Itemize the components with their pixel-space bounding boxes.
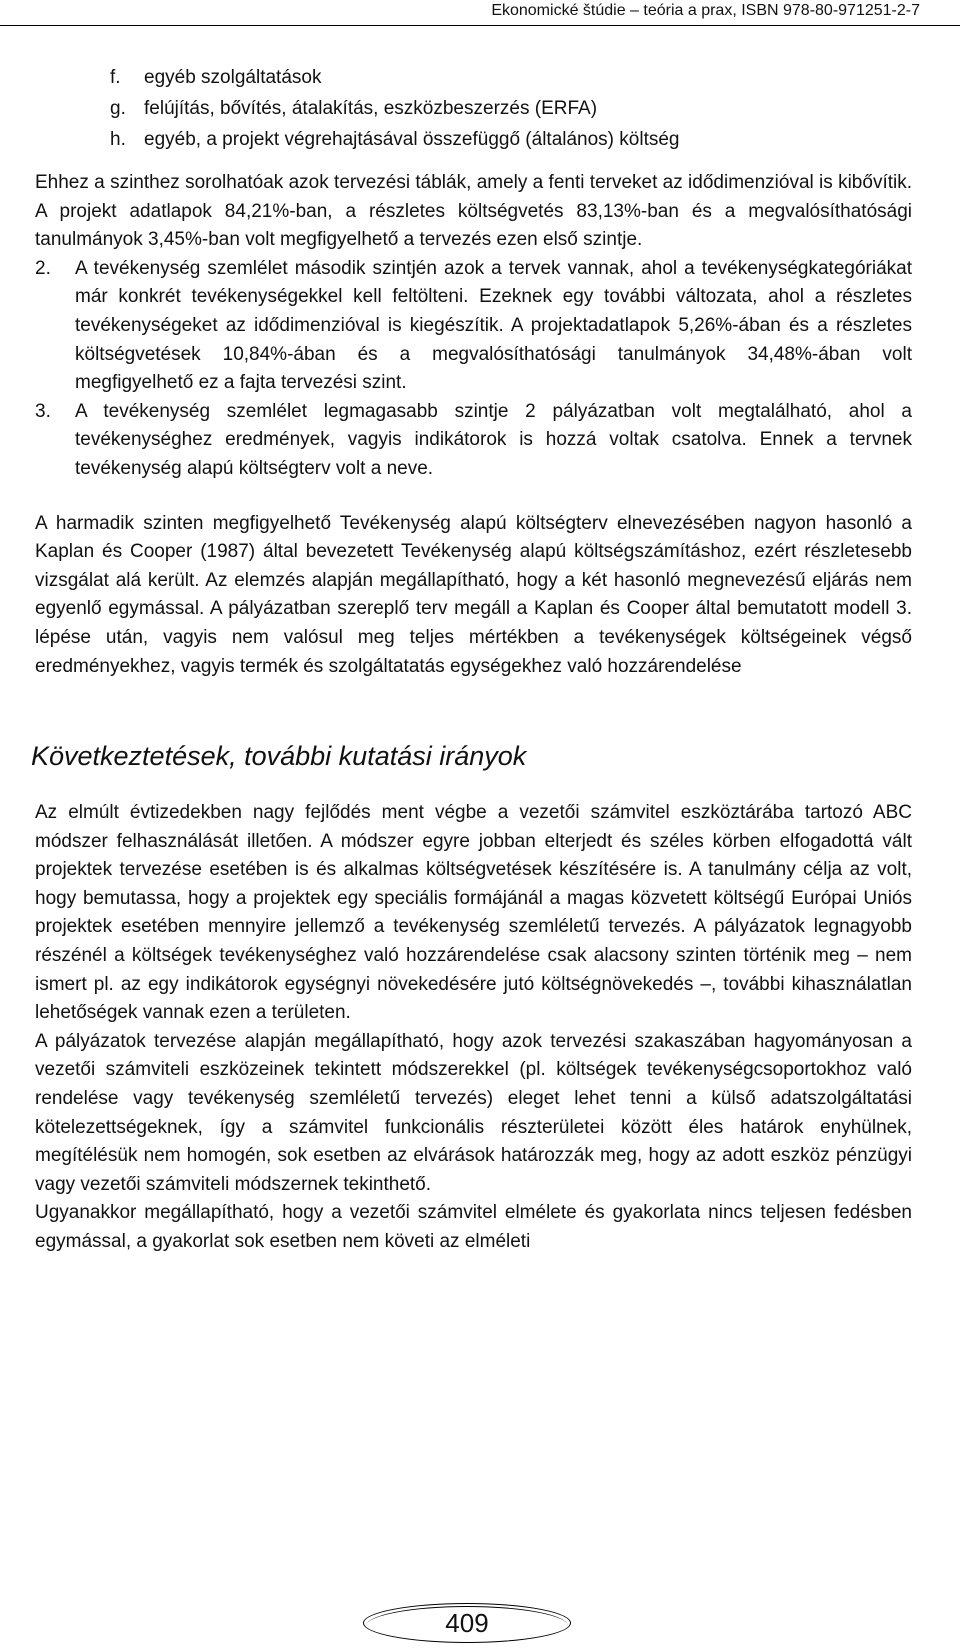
list-marker: h. (110, 129, 126, 150)
header-text: Ekonomické štúdie – teória a prax, ISBN 978-80-971251-2-7 (491, 2, 920, 19)
conclusion-paragraph: A pályázatok tervezése alapján megállapítható, hogy azok tervezési szakaszában hagyományosan a vezetői számviteli eszközeinek tekintett módszerekkel (pl. költségek tevékenységcsoportokhoz való rendelése vagy tevékenység szemléletű tervezés) eleget lehet tenni a külső adatszolgáltatási kötelezettségeknek, így a számvitel funkcionális részterületei között éles határok enyhülnek, megítélésük nem homogén, sok esetben az elvárások határozzák meg, hogy az adott eszköz pénzügyi vagy vezetői számviteli módszernek tekinthető. (35, 1030, 912, 1195)
list-marker: f. (110, 67, 121, 88)
body-paragraph: A harmadik szinten megfigyelhető Tevékenység alapú költségterv elnevezésében nagyon hasonló a Kaplan és Cooper (1987) által bevezetett Tevékenység alapú költségszámításhoz, ezért részletesebb vizsgálat alá került. Az elemzés alapján megállapítható, hogy a két hasonló megnevezésű eljárás nem egyenlő egymással. A pályázatban szereplő terv megáll a Kaplan és Cooper által bemutatott modell 3. lépése után, vagyis nem valósul meg teljes mértékben a tevékenységek költségeinek végső eredményekhez, vagyis termék és szolgáltatatás egységekhez való hozzárendelése (35, 512, 912, 677)
list-text: felújítás, bővítés, átalakítás, eszközbeszerzés (ERFA) (144, 98, 598, 119)
page-body (31, 62, 912, 1257)
numbered-text: A tevékenység szemlélet második szintjén azok a tervek vannak, ahol a tevékenységkategóriákat már konkrét tevékenységekkel kell feltölteni. Ezeknek egy további változata, ahol a részletes tevékenységeket az idődimenzióval is kiegészítik. A projektadatlapok 5,26%-ában és a részletes költségvetések 10,84%-ában és a megvalósíthatósági tanulmányok 34,48%-ában volt megfigyelhető ez a fajta tervezési szint. (75, 257, 912, 394)
conclusion-paragraph: Ugyanakkor megállapítható, hogy a vezetői számvitel elmélete és gyakorlata nincs teljesen fedésben egymással, a gyakorlat sok esetben nem követi az elméleti (35, 1202, 912, 1252)
alpha-list (35, 62, 912, 155)
list-text: egyéb szolgáltatások (144, 67, 322, 88)
page-number-badge (363, 1603, 571, 1643)
list-item (110, 93, 912, 124)
list-item (110, 124, 912, 155)
page-number: 409 (445, 1608, 489, 1638)
intro-paragraph: Ehhez a szinthez sorolhatóak azok tervezési táblák, amely a fenti terveket az idődimenzióval is kibővítik. A projekt adatlapok 84,21%-ban, a részletes költségvetés 83,13%-ban és a megvalósíthatósági tanulmányok 3,45%-ban volt megfigyelhető a tervezés ezen első szintje. (35, 172, 912, 251)
numbered-text: A tevékenység szemlélet legmagasabb szintje 2 pályázatban volt megtalálható, ahol a tevékenységhez eredmények, vagyis indikátorok is hozzá voltak csatolva. Ennek a tervnek tevékenység alapú költségterv volt a neve. (75, 400, 912, 479)
list-text: egyéb, a projekt végrehajtásával összefüggő (általános) költség (144, 129, 680, 150)
list-item (110, 62, 912, 93)
list-marker: g. (110, 98, 126, 119)
numbered-item (35, 398, 912, 484)
numbered-marker: 2. (35, 257, 51, 279)
conclusion-paragraph: Az elmúlt évtizedekben nagy fejlődés ment végbe a vezetői számvitel eszköztárába tartozó ABC módszer felhasználását illetően. A módszer egyre jobban elterjedt és széles körben elfogadottá vált projektek tervezése esetében is és alkalmas költségvetések készítésére is. A tanulmány célja az volt, hogy bemutassa, hogy a projektek egy speciális formájánál a magas közvetett költségű Európai Uniós projektek esetében mennyire jellemző a tevékenység szemléletű tervezés. A pályázatok legnagyobb részénél a költségek tevékenységhez való hozzárendelése csak alacsony szinten történik meg – nem ismert pl. az egy indikátorok egységnyi növekedésére jutó költségnövekedés –, további kihasználatlan lehetőségek vannak ezen a területen. (35, 802, 912, 1024)
section-heading: Következtetések, további kutatási irányok (31, 741, 527, 772)
numbered-item (35, 255, 912, 398)
numbered-marker: 3. (35, 400, 51, 422)
running-header (0, 0, 960, 26)
